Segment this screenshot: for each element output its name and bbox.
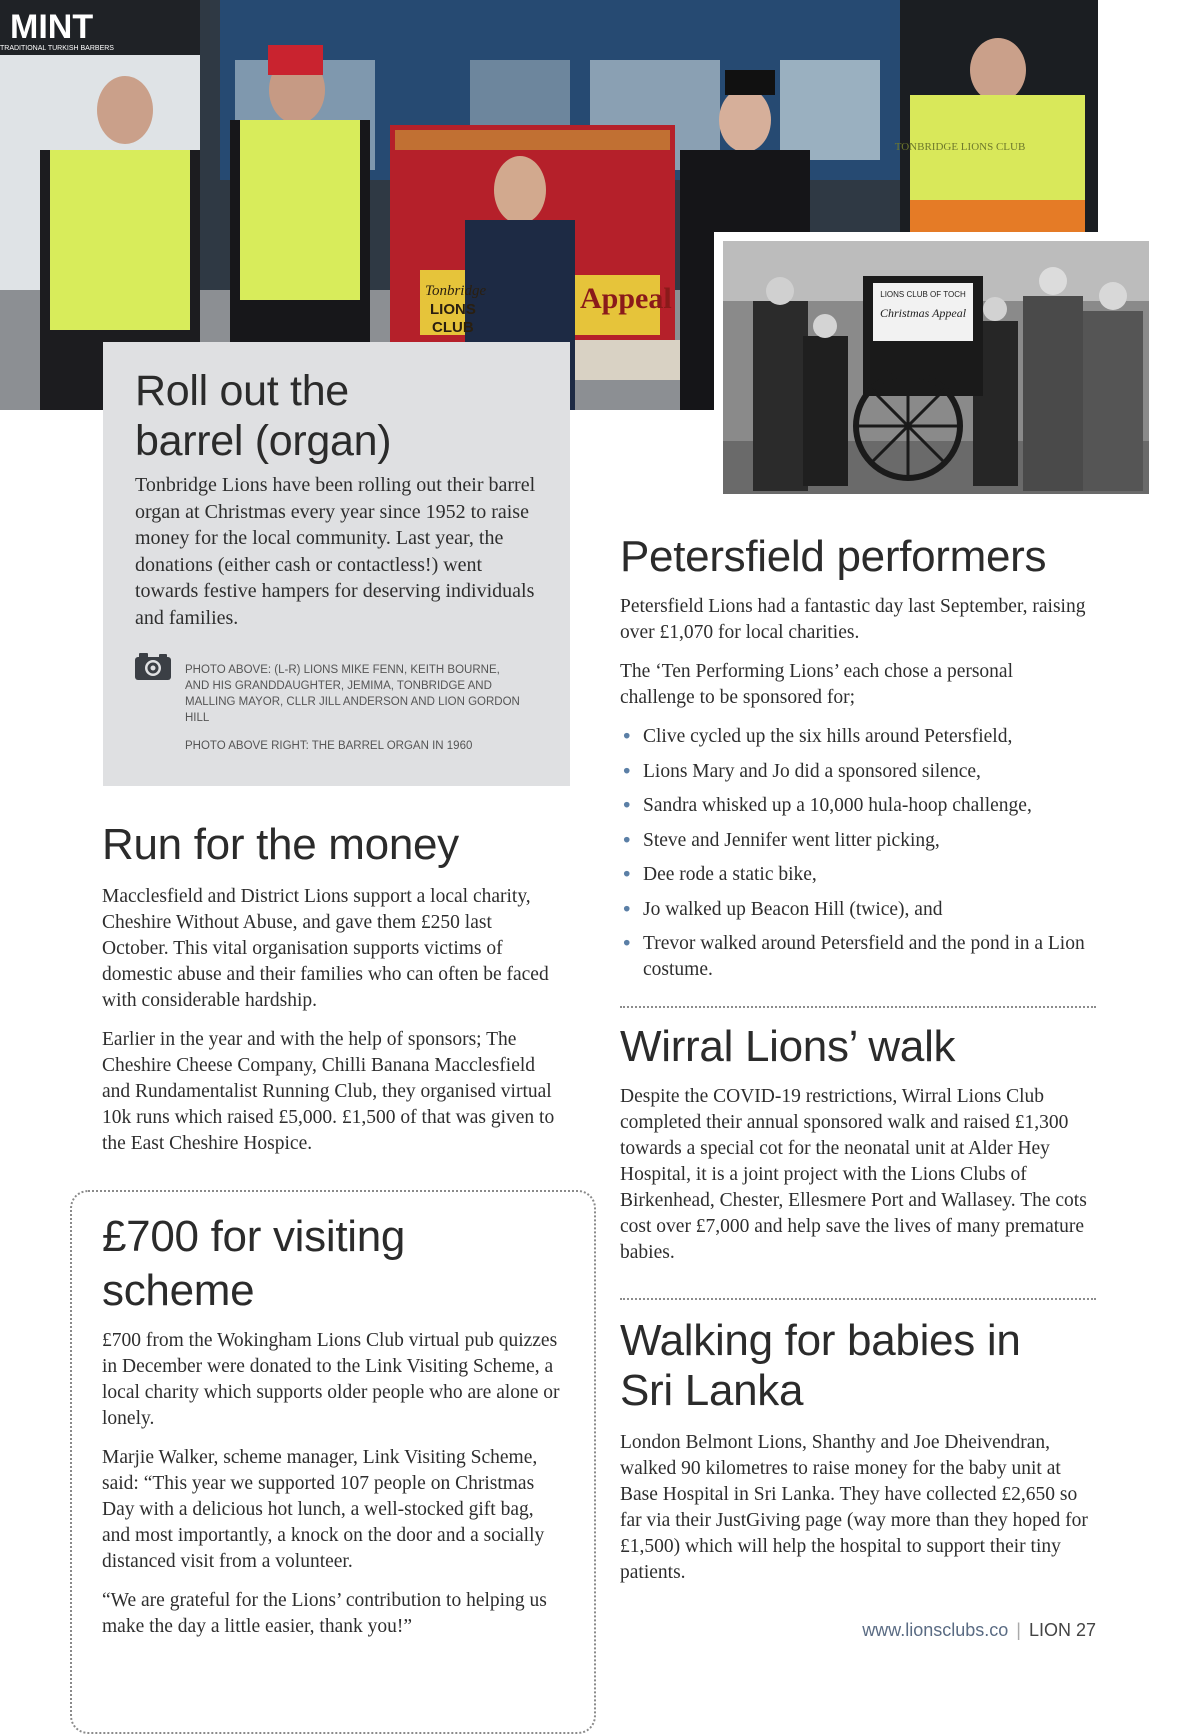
photo-organ-sign-1: LIONS CLUB OF TOCH	[880, 290, 966, 299]
petersfield-title: Petersfield performers	[620, 532, 1047, 581]
bullet-icon: •	[621, 897, 633, 921]
visiting-title: £700 for visiting scheme	[102, 1212, 406, 1315]
visiting-paragraph-3: “We are grateful for the Lions’ contribution to helping us make the day a little easier, thank you!”	[102, 1590, 547, 1637]
photo-caption-above: PHOTO ABOVE: (L-R) LIONS MIKE FENN, KEITH BOURNE, AND HIS GRANDDAUGHTER, JEMIMA, TONBRIDGE AND MALLING MAYOR, CLLR JILL ANDERSON AND LION GORDON HILL	[185, 664, 520, 724]
section-divider	[620, 1298, 1096, 1300]
photo-sign-vest: TONBRIDGE LIONS CLUB	[894, 141, 1026, 153]
list-item: • Jo walked up Beacon Hill (twice), and	[621, 897, 943, 921]
photo-sign-shop-sub: TRADITIONAL TURKISH BARBERS	[0, 45, 114, 52]
petersfield-challenge-list	[620, 724, 1090, 983]
run-section	[102, 818, 562, 1170]
babies-paragraph: London Belmont Lions, Shanthy and Joe Dheivendran, walked 90 kilometres to raise money for the baby unit at Base Hospital in Sri Lanka. They have collected £2,650 so far via their JustGiving page (way more than they hoped for £1,500) which will help the hospital to support their tiny patients.	[620, 1432, 1088, 1583]
list-item: • Clive cycled up the six hills around Petersfield,	[621, 725, 1013, 748]
photo-caption-above-right: PHOTO ABOVE RIGHT: THE BARREL ORGAN IN 1960	[185, 740, 473, 752]
visiting-paragraph-1: £700 from the Wokingham Lions Club virtual pub quizzes in December were donated to the Link Visiting Scheme, a local charity which supports older people who are alone or lonely.	[102, 1330, 560, 1429]
petersfield-paragraph-1: Petersfield Lions had a fantastic day last September, raising over £1,070 for local charities.	[620, 596, 1086, 643]
section-divider	[620, 1006, 1096, 1008]
photo-barrel-organ-1960	[723, 241, 1149, 494]
photo-sign-shop: MINT	[10, 8, 94, 46]
babies-title-line1: Walking for babies in	[620, 1316, 1021, 1365]
photo-sign-appeal: Appeal	[580, 282, 672, 315]
page-number: 27	[1075, 1620, 1096, 1640]
photo-sign-lions: LIONS	[430, 301, 476, 318]
page-footer	[800, 1620, 1096, 1641]
barrel-title	[135, 366, 545, 466]
bullet-icon: •	[621, 863, 633, 886]
barrel-title-line1: Roll out the	[135, 367, 349, 415]
list-item: • Lions Mary and Jo did a sponsored silence,	[621, 759, 981, 783]
run-paragraph-1: Macclesfield and District Lions support a local charity, Cheshire Without Abuse, and gave them £250 last October. This vital organisation supports victims of domestic abuse and their families who can often be faced with considerable hardship.	[102, 886, 549, 1011]
wirral-paragraph: Despite the COVID-19 restrictions, Wirral Lions Club completed their annual sponsored walk and raised £1,300 towards a special cot for the neonatal unit at Alder Hey Hospital, it is a joint project with the Lions Clubs of Birkenhead, Chester, Ellesmere Port and Wallasey. The cots cost over £7,000 and help save the lives of many premature babies.	[620, 1086, 1087, 1263]
barrel-title-line2: barrel (organ)	[135, 417, 392, 465]
bullet-icon: •	[621, 759, 633, 783]
babies-title	[620, 1316, 1090, 1416]
footer-separator: |	[1016, 1620, 1021, 1640]
photo-sign-club: CLUB	[432, 319, 474, 336]
bullet-icon: •	[621, 794, 633, 817]
barrel-organ-panel	[103, 342, 570, 786]
visiting-section	[102, 1210, 562, 1653]
bullet-icon: •	[621, 828, 633, 852]
run-title: Run for the money	[102, 820, 459, 869]
photo-sign-tonbridge: Tonbridge	[425, 283, 487, 299]
petersfield-paragraph-2: The ‘Ten Performing Lions’ each chose a personal challenge to be sponsored for;	[620, 661, 1013, 708]
babies-title-line2: Sri Lanka	[620, 1366, 804, 1415]
list-item: • Sandra whisked up a 10,000 hula-hoop challenge,	[621, 794, 1032, 817]
list-item: • Trevor walked around Petersfield and the pond in a Lion costume.	[621, 932, 1085, 980]
barrel-body: Tonbridge Lions have been rolling out their barrel organ at Christmas every year since 1952 to raise money for the local community. Last year, the donations (either cash or contactless!) went towards festive hampers for deserving individuals and families.	[135, 474, 536, 629]
bullet-icon: •	[621, 725, 633, 748]
photo-organ-sign-2: Christmas Appeal	[879, 306, 967, 320]
petersfield-section	[620, 530, 1090, 992]
visiting-paragraph-2: Marjie Walker, scheme manager, Link Visiting Scheme, said: “This year we supported 107 people on Christmas Day with a delicious hot lunch, a well-stocked gift bag, and most importantly, a knock on the door and a socially distanced visit from a volunteer.	[102, 1447, 545, 1572]
wirral-title: Wirral Lions’ walk	[620, 1022, 956, 1071]
footer-magazine-name: LION	[1028, 1620, 1071, 1640]
wirral-section	[620, 1020, 1090, 1279]
bullet-icon: •	[621, 932, 633, 955]
run-paragraph-2: Earlier in the year and with the help of sponsors; The Cheshire Cheese Company, Chilli Banana Macclesfield and Rundamentalist Running Club, they organised virtual 10k runs which raised £5,000. £1,500 of that was given to the East Cheshire Hospice.	[102, 1029, 555, 1154]
camera-icon	[135, 652, 171, 680]
babies-section	[620, 1316, 1090, 1599]
footer-url-link[interactable]: www.lionsclubs.co	[862, 1620, 1009, 1640]
list-item: • Steve and Jennifer went litter picking,	[621, 828, 940, 852]
list-item: • Dee rode a static bike,	[621, 863, 817, 886]
